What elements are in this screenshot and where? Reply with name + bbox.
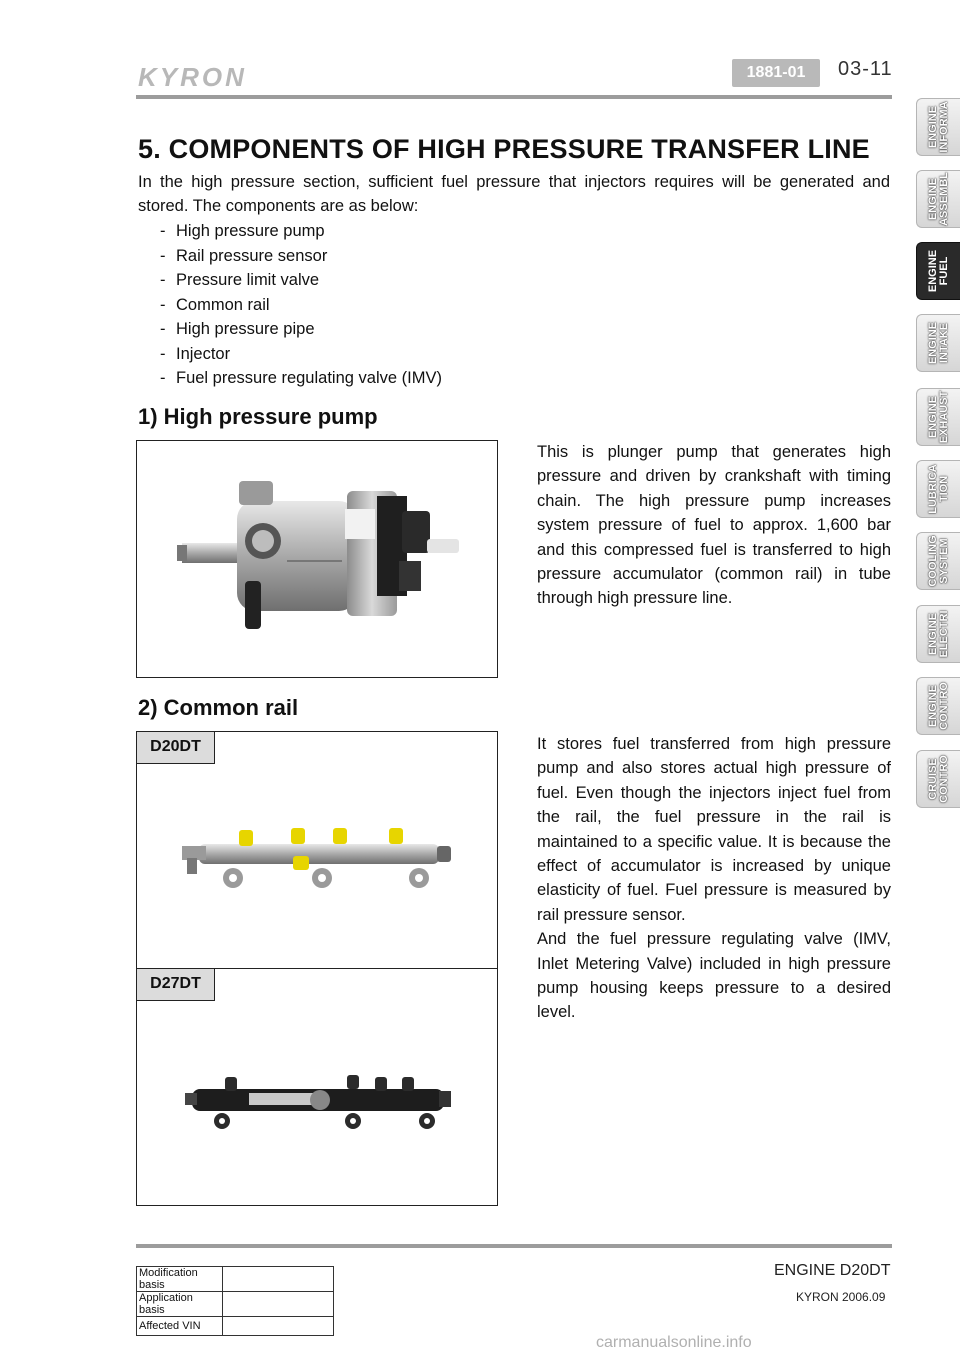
list-item: - Common rail [160, 295, 270, 314]
page-number: 03-11 [838, 58, 893, 80]
rail-description-p2: And the fuel pressure regulating valve (IMV, Inlet Metering Valve) included in high pressure pump housing keeps pressure to a desired level. [537, 930, 891, 1022]
high-pressure-pump-image [137, 441, 497, 677]
side-tab-lubrication[interactable]: LUBRICA TION [916, 460, 960, 518]
list-item: - Injector [160, 344, 231, 363]
watermark: carmanualsonline.info [596, 1334, 752, 1351]
table-cell-label: Modification basis [137, 1267, 223, 1292]
footer-model: KYRON 2006.09 [796, 1290, 886, 1304]
list-item: - High pressure pump [160, 222, 325, 240]
page-title: 5. COMPONENTS OF HIGH PRESSURE TRANSFER LINE [138, 134, 870, 164]
component-list [160, 219, 442, 391]
table-cell-value [223, 1267, 334, 1292]
side-tab-cooling-system[interactable]: COOLING SYSTEM [916, 532, 960, 590]
common-rail-d20dt-image [137, 732, 497, 968]
kyron-logo [136, 62, 286, 92]
modification-table [136, 1266, 334, 1336]
rail-heading: 2) Common rail [138, 695, 299, 720]
table-cell-label: Affected VIN [137, 1317, 223, 1336]
list-item: - Rail pressure sensor [160, 246, 328, 265]
table-cell-label: Application basis [137, 1292, 223, 1317]
footer-divider [136, 1244, 892, 1248]
list-item: - Fuel pressure regulating valve (IMV) [160, 369, 442, 387]
common-rail-d27dt-image [137, 969, 497, 1205]
section-code-badge: 1881-01 [732, 59, 820, 87]
table-row [137, 1267, 334, 1292]
footer-engine: ENGINE D20DT [774, 1262, 891, 1279]
rail-figure-d27dt [136, 968, 498, 1206]
side-tab-engine-electrical[interactable]: ENGINE ELECTRI [916, 605, 960, 663]
side-tab-engine-fuel[interactable]: ENGINE FUEL [916, 242, 960, 300]
variant-label-d27dt: D27DT [137, 969, 215, 1001]
side-tab-engine-exhaust[interactable]: ENGINE EXHAUST [916, 388, 960, 446]
kyron-logo-text: KYRON [138, 62, 247, 92]
side-tab-engine-control[interactable]: ENGINE CONTRO [916, 677, 960, 735]
side-tab-cruise-control[interactable]: CRUISE CONTRO [916, 750, 960, 808]
table-row [137, 1292, 334, 1317]
pump-description: This is plunger pump that generates high pressure and driven by crankshaft with timing chain. The high pressure pump increases system pressure of fuel to approx. 1,600 bar and this compressed fuel is transferred to high pressure accumulator (common rail) in tube through high pressure line. [537, 443, 891, 608]
table-row [137, 1317, 334, 1336]
list-item: - Pressure limit valve [160, 271, 320, 289]
table-cell-value [223, 1317, 334, 1336]
pump-figure [136, 440, 498, 678]
pump-heading: 1) High pressure pump [138, 404, 378, 429]
header-divider [136, 95, 892, 99]
list-item: - High pressure pipe [160, 320, 315, 338]
intro-paragraph: In the high pressure section, sufficient fuel pressure that injectors requires will be generated and stored. The components are as below: [138, 173, 890, 215]
rail-description [537, 732, 891, 1025]
table-cell-value [223, 1292, 334, 1317]
side-tab-engine-information[interactable]: ENGINE INFORMA [916, 98, 960, 156]
rail-description-p1: It stores fuel transferred from high pressure pump and also stores actual high pressure of fuel. Even though the injectors inject fuel from the rail, the fuel pressure in the rail is maintained to a specific value. It is because the effect of accumulator is increased by unique elasticity of fuel. Fuel pressure is measured by rail pressure sensor. [537, 735, 891, 924]
rail-figure-d20dt [136, 731, 498, 969]
side-tab-engine-intake[interactable]: ENGINE INTAKE [916, 314, 960, 372]
variant-label-d20dt: D20DT [137, 732, 215, 764]
side-tab-engine-assembly[interactable]: ENGINE ASSEMBL [916, 170, 960, 228]
